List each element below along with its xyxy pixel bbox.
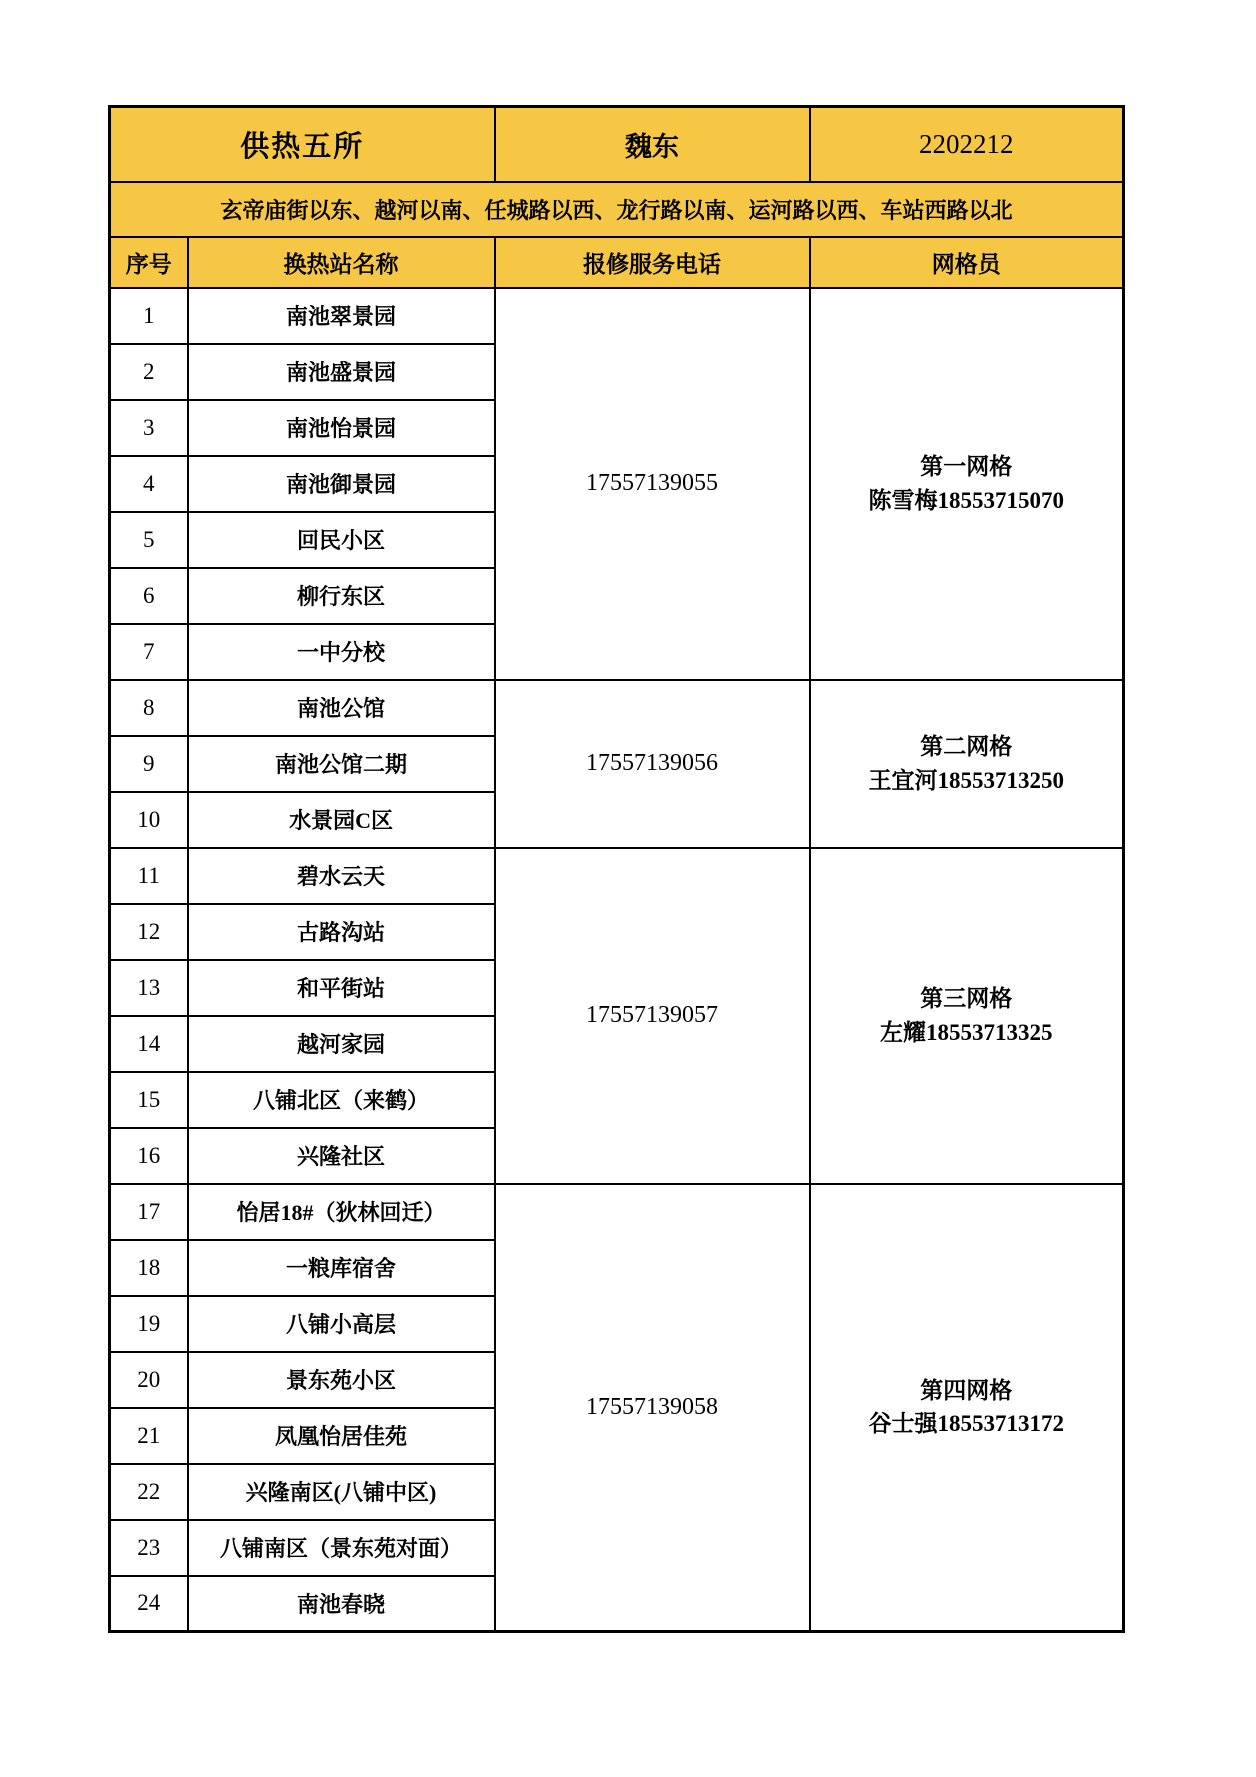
station-name-cell: 南池公馆二期 xyxy=(188,736,495,792)
station-name-cell: 南池怡景园 xyxy=(188,400,495,456)
station-name-cell: 八铺南区（景东苑对面） xyxy=(188,1520,495,1576)
grid-person: 王宜河18553713250 xyxy=(868,767,1065,793)
station-no-cell: 9 xyxy=(110,736,188,792)
station-no-cell: 16 xyxy=(110,1128,188,1184)
col-header-station: 换热站名称 xyxy=(188,237,495,288)
grid-worker-cell xyxy=(810,680,1124,848)
repair-phone-cell: 17557139055 xyxy=(495,288,810,680)
station-name-cell: 水景园C区 xyxy=(188,792,495,848)
station-name-cell: 一粮库宿舍 xyxy=(188,1240,495,1296)
title-row xyxy=(110,107,1124,182)
station-name-cell: 和平街站 xyxy=(188,960,495,1016)
grid-worker-cell xyxy=(810,848,1124,1184)
heating-station-table xyxy=(108,105,1125,1633)
office-code-cell: 2202212 xyxy=(810,107,1124,182)
station-no-cell: 1 xyxy=(110,288,188,344)
grid-name: 第四网格 xyxy=(920,1377,1013,1403)
col-header-phone: 报修服务电话 xyxy=(495,237,810,288)
station-row xyxy=(110,848,1124,904)
grid-person: 陈雪梅18553715070 xyxy=(868,487,1065,513)
station-no-cell: 12 xyxy=(110,904,188,960)
station-name-cell: 南池御景园 xyxy=(188,456,495,512)
column-header-row xyxy=(110,237,1124,288)
station-no-cell: 5 xyxy=(110,512,188,568)
station-no-cell: 11 xyxy=(110,848,188,904)
grid-worker-cell xyxy=(810,1184,1124,1632)
manager-name-cell: 魏东 xyxy=(495,107,810,182)
station-no-cell: 20 xyxy=(110,1352,188,1408)
col-header-no: 序号 xyxy=(110,237,188,288)
station-no-cell: 7 xyxy=(110,624,188,680)
coverage-area-cell: 玄帝庙街以东、越河以南、任城路以西、龙行路以南、运河路以西、车站西路以北 xyxy=(110,182,1124,237)
station-name-cell: 八铺北区（来鹤） xyxy=(188,1072,495,1128)
coverage-row xyxy=(110,182,1124,237)
station-no-cell: 24 xyxy=(110,1576,188,1632)
station-name-cell: 八铺小高层 xyxy=(188,1296,495,1352)
station-no-cell: 14 xyxy=(110,1016,188,1072)
station-name-cell: 兴隆南区(八铺中区) xyxy=(188,1464,495,1520)
station-name-cell: 回民小区 xyxy=(188,512,495,568)
station-name-cell: 南池公馆 xyxy=(188,680,495,736)
grid-person: 谷士强18553713172 xyxy=(868,1411,1065,1437)
grid-name: 第三网格 xyxy=(920,986,1013,1012)
station-no-cell: 10 xyxy=(110,792,188,848)
grid-worker-cell xyxy=(810,288,1124,680)
station-no-cell: 17 xyxy=(110,1184,188,1240)
station-name-cell: 古路沟站 xyxy=(188,904,495,960)
station-row xyxy=(110,1184,1124,1240)
grid-name: 第一网格 xyxy=(920,454,1013,480)
station-name-cell: 一中分校 xyxy=(188,624,495,680)
station-no-cell: 19 xyxy=(110,1296,188,1352)
station-row xyxy=(110,288,1124,344)
repair-phone-cell: 17557139058 xyxy=(495,1184,810,1632)
station-no-cell: 8 xyxy=(110,680,188,736)
station-name-cell: 柳行东区 xyxy=(188,568,495,624)
repair-phone-cell: 17557139056 xyxy=(495,680,810,848)
station-name-cell: 越河家园 xyxy=(188,1016,495,1072)
station-no-cell: 13 xyxy=(110,960,188,1016)
station-name-cell: 景东苑小区 xyxy=(188,1352,495,1408)
station-name-cell: 南池春晓 xyxy=(188,1576,495,1632)
station-no-cell: 15 xyxy=(110,1072,188,1128)
grid-person: 左耀18553713325 xyxy=(880,1019,1053,1045)
station-name-cell: 碧水云天 xyxy=(188,848,495,904)
station-name-cell: 兴隆社区 xyxy=(188,1128,495,1184)
repair-phone-cell: 17557139057 xyxy=(495,848,810,1184)
station-name-cell: 凤凰怡居佳苑 xyxy=(188,1408,495,1464)
col-header-grid: 网格员 xyxy=(810,237,1124,288)
station-name-cell: 南池翠景园 xyxy=(188,288,495,344)
station-no-cell: 23 xyxy=(110,1520,188,1576)
station-row xyxy=(110,680,1124,736)
station-no-cell: 22 xyxy=(110,1464,188,1520)
station-no-cell: 2 xyxy=(110,344,188,400)
station-no-cell: 4 xyxy=(110,456,188,512)
station-no-cell: 3 xyxy=(110,400,188,456)
station-name-cell: 南池盛景园 xyxy=(188,344,495,400)
station-no-cell: 18 xyxy=(110,1240,188,1296)
grid-name: 第二网格 xyxy=(920,734,1013,760)
office-name-cell: 供热五所 xyxy=(110,107,495,182)
station-no-cell: 21 xyxy=(110,1408,188,1464)
station-name-cell: 怡居18#（狄林回迁） xyxy=(188,1184,495,1240)
station-no-cell: 6 xyxy=(110,568,188,624)
